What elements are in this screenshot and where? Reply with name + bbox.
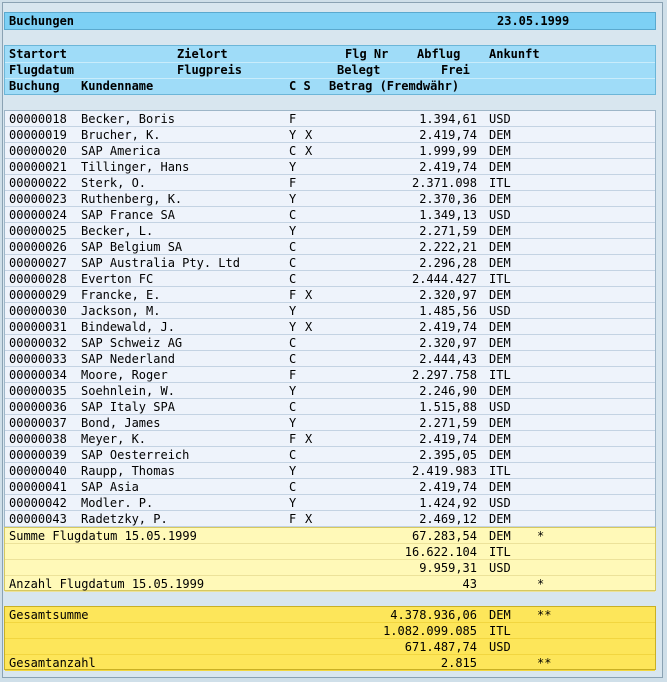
customer-name: Meyer, K.	[81, 432, 147, 446]
customer-name: Tillinger, Hans	[81, 160, 190, 174]
class-code: Y	[289, 384, 297, 398]
booking-id: 00000038	[9, 432, 67, 446]
booking-id: 00000022	[9, 176, 67, 190]
table-row[interactable]	[5, 271, 655, 287]
amount: 1.515,88	[419, 400, 477, 414]
class-code: Y	[289, 416, 297, 430]
amount: 1.394,61	[419, 112, 477, 126]
header-row-3	[5, 78, 655, 94]
total-amount: 16.622.104	[404, 545, 477, 559]
column-header	[4, 45, 656, 95]
booking-id: 00000030	[9, 304, 67, 318]
amount: 2.419,74	[419, 432, 477, 446]
currency: USD	[489, 112, 511, 126]
header-flg-nr: Flg Nr	[345, 47, 389, 61]
table-row[interactable]	[5, 415, 655, 431]
class-code: C	[289, 144, 297, 158]
currency: DEM	[489, 240, 511, 254]
amount: 2.296,28	[419, 256, 477, 270]
booking-id: 00000031	[9, 320, 67, 334]
amount: 2.371.098	[411, 176, 477, 190]
subtotal-row	[5, 560, 655, 576]
amount: 2.444.427	[411, 272, 477, 286]
customer-name: Brucher, K.	[81, 128, 161, 142]
table-row[interactable]	[5, 463, 655, 479]
class-code: Y	[289, 304, 297, 318]
amount: 2.419,74	[419, 160, 477, 174]
amount: 2.297.758	[411, 368, 477, 382]
table-row[interactable]	[5, 223, 655, 239]
currency: USD	[489, 400, 511, 414]
currency: DEM	[489, 256, 511, 270]
header-belegt: Belegt	[337, 63, 381, 77]
amount: 1.999,99	[419, 144, 477, 158]
currency: ITL	[489, 464, 511, 478]
grand-total-block	[4, 606, 656, 670]
amount: 2.271,59	[419, 224, 477, 238]
amount: 2.222,21	[419, 240, 477, 254]
class-code: Y	[289, 320, 297, 334]
class-code: C	[289, 240, 297, 254]
header-startort: Startort	[9, 47, 67, 61]
table-row[interactable]	[5, 239, 655, 255]
total-amount: 2.815	[440, 656, 477, 670]
header-kundenname: Kundenname	[81, 79, 154, 93]
amount: 2.246,90	[419, 384, 477, 398]
amount: 2.320,97	[419, 336, 477, 350]
currency: DEM	[489, 384, 511, 398]
customer-name: Becker, Boris	[81, 112, 175, 126]
amount: 1.424,92	[419, 496, 477, 510]
booking-id: 00000032	[9, 336, 67, 350]
header-frei: Frei	[441, 63, 470, 77]
booking-id: 00000027	[9, 256, 67, 270]
class-code: F	[289, 512, 297, 526]
class-code: F	[289, 432, 297, 446]
table-row[interactable]	[5, 287, 655, 303]
booking-id: 00000018	[9, 112, 67, 126]
table-row[interactable]	[5, 303, 655, 319]
header-betrag: Betrag (Fremdwähr)	[329, 79, 460, 93]
total-amount: 1.082.099.085	[383, 624, 477, 638]
amount: 1.349,13	[419, 208, 477, 222]
report-date: 23.05.1999	[497, 14, 570, 28]
booking-id: 00000040	[9, 464, 67, 478]
customer-name: Moore, Roger	[81, 368, 168, 382]
booking-id: 00000041	[9, 480, 67, 494]
currency: ITL	[489, 368, 511, 382]
class-code: C	[289, 272, 297, 286]
total-label: Gesamtsumme	[9, 608, 89, 622]
table-row[interactable]	[5, 207, 655, 223]
total-amount: 67.283,54	[411, 529, 477, 543]
total-marker: **	[537, 608, 552, 622]
subtotal-row	[5, 528, 655, 544]
currency: USD	[489, 304, 511, 318]
table-row[interactable]	[5, 399, 655, 415]
table-row[interactable]	[5, 367, 655, 383]
total-label: Anzahl Flugdatum 15.05.1999	[9, 577, 205, 591]
customer-name: SAP Schweiz AG	[81, 336, 183, 350]
booking-id: 00000033	[9, 352, 67, 366]
class-code: Y	[289, 464, 297, 478]
amount: 2.419,74	[419, 480, 477, 494]
total-marker: **	[537, 656, 552, 670]
booking-id: 00000026	[9, 240, 67, 254]
customer-name: SAP Oesterreich	[81, 448, 190, 462]
total-amount: 43	[462, 577, 477, 591]
total-currency: ITL	[489, 545, 511, 559]
class-code: C	[289, 480, 297, 494]
smoker-flag: X	[305, 512, 313, 526]
currency: USD	[489, 496, 511, 510]
table-row[interactable]	[5, 431, 655, 447]
class-code: Y	[289, 128, 297, 142]
table-row[interactable]	[5, 351, 655, 367]
currency: DEM	[489, 160, 511, 174]
grand-total-row	[5, 623, 655, 639]
subtotal-row	[5, 576, 655, 592]
class-code: F	[289, 112, 297, 126]
amount: 2.469,12	[419, 512, 477, 526]
customer-name: Modler. P.	[81, 496, 154, 510]
class-code: C	[289, 352, 297, 366]
customer-name: SAP Italy SPA	[81, 400, 175, 414]
booking-id: 00000019	[9, 128, 67, 142]
customer-name: Bond, James	[81, 416, 161, 430]
total-currency: USD	[489, 561, 511, 575]
table-row[interactable]	[5, 495, 655, 511]
table-row[interactable]	[5, 447, 655, 463]
class-code: C	[289, 256, 297, 270]
class-code: C	[289, 400, 297, 414]
customer-name: SAP Australia Pty. Ltd	[81, 256, 240, 270]
class-code: F	[289, 368, 297, 382]
currency: DEM	[489, 336, 511, 350]
table-row[interactable]	[5, 319, 655, 335]
currency: DEM	[489, 432, 511, 446]
currency: DEM	[489, 512, 511, 526]
booking-id: 00000029	[9, 288, 67, 302]
booking-id: 00000023	[9, 192, 67, 206]
customer-name: Bindewald, J.	[81, 320, 175, 334]
report-title-bar	[4, 12, 656, 30]
class-code: Y	[289, 224, 297, 238]
amount: 2.395,05	[419, 448, 477, 462]
class-code: F	[289, 176, 297, 190]
customer-name: SAP Belgium SA	[81, 240, 183, 254]
amount: 2.419,74	[419, 320, 477, 334]
class-code: C	[289, 448, 297, 462]
amount: 2.444,43	[419, 352, 477, 366]
subtotal-block	[4, 527, 656, 591]
smoker-flag: X	[305, 432, 313, 446]
currency: DEM	[489, 288, 511, 302]
customer-name: SAP America	[81, 144, 161, 158]
booking-list	[4, 110, 656, 528]
class-code: C	[289, 208, 297, 222]
currency: DEM	[489, 224, 511, 238]
class-code: Y	[289, 160, 297, 174]
header-flugpreis: Flugpreis	[177, 63, 243, 77]
currency: USD	[489, 208, 511, 222]
total-currency: ITL	[489, 624, 511, 638]
booking-id: 00000028	[9, 272, 67, 286]
table-row[interactable]	[5, 159, 655, 175]
amount: 2.419.983	[411, 464, 477, 478]
booking-id: 00000036	[9, 400, 67, 414]
customer-name: Soehnlein, W.	[81, 384, 175, 398]
class-code: F	[289, 288, 297, 302]
amount: 1.485,56	[419, 304, 477, 318]
customer-name: Radetzky, P.	[81, 512, 168, 526]
booking-id: 00000042	[9, 496, 67, 510]
report-title: Buchungen	[9, 14, 75, 28]
table-row[interactable]	[5, 335, 655, 351]
customer-name: Sterk, O.	[81, 176, 147, 190]
header-zielort: Zielort	[177, 47, 228, 61]
class-code: Y	[289, 192, 297, 206]
class-code: C	[289, 336, 297, 350]
header-class-smoker: C S	[289, 79, 311, 93]
booking-id: 00000034	[9, 368, 67, 382]
booking-id: 00000020	[9, 144, 67, 158]
table-row[interactable]	[5, 143, 655, 159]
grand-total-row	[5, 639, 655, 655]
total-currency: DEM	[489, 529, 511, 543]
total-label: Summe Flugdatum 15.05.1999	[9, 529, 197, 543]
total-marker: *	[537, 529, 545, 543]
table-row[interactable]	[5, 127, 655, 143]
booking-id: 00000024	[9, 208, 67, 222]
header-abflug: Abflug	[417, 47, 461, 61]
currency: DEM	[489, 352, 511, 366]
header-row-2	[5, 62, 655, 79]
smoker-flag: X	[305, 128, 313, 142]
table-row[interactable]	[5, 383, 655, 399]
booking-id: 00000039	[9, 448, 67, 462]
total-label: Gesamtanzahl	[9, 656, 96, 670]
table-row[interactable]	[5, 255, 655, 271]
table-row[interactable]	[5, 175, 655, 191]
customer-name: Everton FC	[81, 272, 154, 286]
table-row[interactable]	[5, 511, 655, 527]
amount: 2.419,74	[419, 128, 477, 142]
customer-name: Becker, L.	[81, 224, 154, 238]
booking-id: 00000021	[9, 160, 67, 174]
amount: 2.370,36	[419, 192, 477, 206]
smoker-flag: X	[305, 320, 313, 334]
booking-id: 00000043	[9, 512, 67, 526]
customer-name: Jackson, M.	[81, 304, 161, 318]
currency: DEM	[489, 448, 511, 462]
total-marker: *	[537, 577, 545, 591]
subtotal-row	[5, 544, 655, 560]
booking-id: 00000025	[9, 224, 67, 238]
grand-total-row	[5, 655, 655, 671]
total-amount: 4.378.936,06	[390, 608, 477, 622]
total-currency: USD	[489, 640, 511, 654]
currency: ITL	[489, 272, 511, 286]
currency: DEM	[489, 480, 511, 494]
header-flugdatum: Flugdatum	[9, 63, 75, 77]
smoker-flag: X	[305, 144, 313, 158]
header-row-1	[5, 46, 655, 63]
class-code: Y	[289, 496, 297, 510]
booking-id: 00000037	[9, 416, 67, 430]
amount: 2.271,59	[419, 416, 477, 430]
grand-total-row	[5, 607, 655, 623]
total-amount: 671.487,74	[404, 640, 477, 654]
currency: DEM	[489, 416, 511, 430]
header-ankunft: Ankunft	[489, 47, 540, 61]
currency: DEM	[489, 320, 511, 334]
amount: 2.320,97	[419, 288, 477, 302]
booking-id: 00000035	[9, 384, 67, 398]
customer-name: Francke, E.	[81, 288, 161, 302]
customer-name: SAP Asia	[81, 480, 139, 494]
currency: DEM	[489, 192, 511, 206]
table-row[interactable]	[5, 191, 655, 207]
total-currency: DEM	[489, 608, 511, 622]
table-row[interactable]	[5, 111, 655, 127]
currency: DEM	[489, 144, 511, 158]
customer-name: SAP Nederland	[81, 352, 175, 366]
customer-name: Raupp, Thomas	[81, 464, 175, 478]
customer-name: SAP France SA	[81, 208, 175, 222]
table-row[interactable]	[5, 479, 655, 495]
currency: DEM	[489, 128, 511, 142]
smoker-flag: X	[305, 288, 313, 302]
customer-name: Ruthenberg, K.	[81, 192, 183, 206]
currency: ITL	[489, 176, 511, 190]
header-buchung: Buchung	[9, 79, 60, 93]
total-amount: 9.959,31	[419, 561, 477, 575]
